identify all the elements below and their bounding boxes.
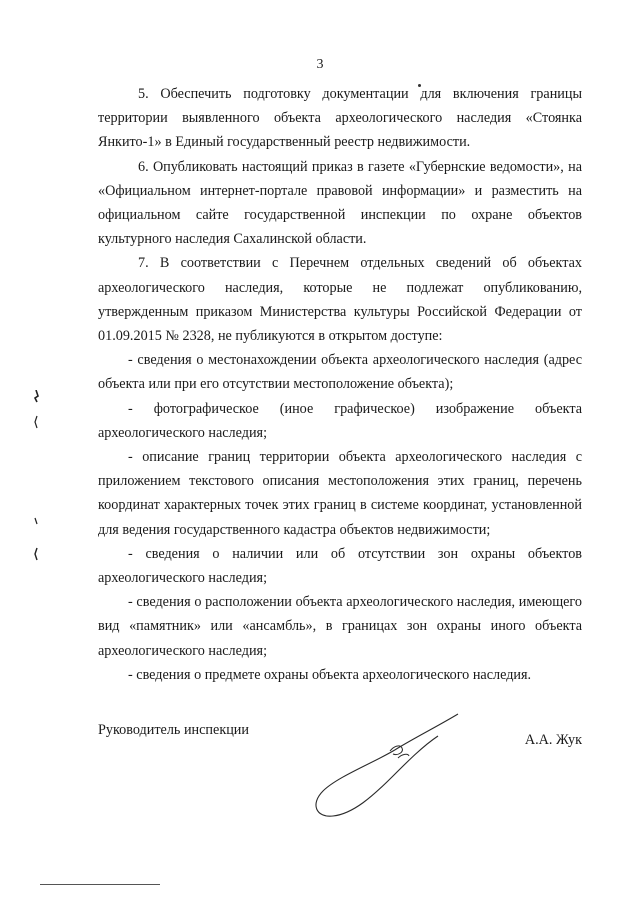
signatory-name: А.А. Жук	[524, 732, 582, 748]
list-item: - сведения о наличии или об отсутствии зон охраны объектов археологического наследия;	[98, 545, 582, 587]
paragraph-7: 7. В соответствии с Перечнем отдельных сведений об объектах археологического наследия, которые не подлежат опубликованию, утвержденным приказом Министерства культуры Российской Федерации от 01.09.2015 № 2328, не публикуются в открытом доступе:	[98, 255, 582, 345]
paragraph-5: 5. Обеспечить подготовку документации для включения границы территории выявленного объекта археологического наследия «Стоянка Янкито-1» в Единый государственный реестр недвижимости.	[98, 86, 582, 151]
margin-punch-marks-icon	[28, 390, 44, 570]
paragraph-6: 6. Опубликовать настоящий приказ в газете «Губернские ведомости», на «Официальном интернет-портале правовой информации» и разместить на официальном сайте государственной инспекции по охране объектов культурного наследия Сахалинской области.	[98, 158, 582, 248]
page-number: 3	[316, 57, 324, 72]
signatory-title: Руководитель инспекции	[98, 722, 249, 738]
handwritten-signature-icon	[298, 706, 468, 826]
list-item: - сведения о расположении объекта археологического наследия, имеющего вид «памятник» или «ансамбль», в границах зон охраны иного объекта археологического наследия;	[98, 594, 582, 659]
document-body	[98, 82, 582, 687]
footer-divider	[40, 884, 160, 885]
list-item: - сведения о предмете охраны объекта археологического наследия.	[128, 666, 532, 683]
list-item: - фотографическое (иное графическое) изображение объекта археологического наследия;	[98, 400, 582, 441]
list-item: - сведения о местонахождении объекта археологического наследия (адрес объекта или при его отсутствии местоположение объекта);	[98, 352, 582, 393]
list-item: - описание границ территории объекта археологического наследия с приложением текстового описания местоположения этих границ, перечень координат характерных точек этих границ в системе координат, установленной для ведения государственного кадастра объектов недвижимости;	[98, 449, 582, 538]
